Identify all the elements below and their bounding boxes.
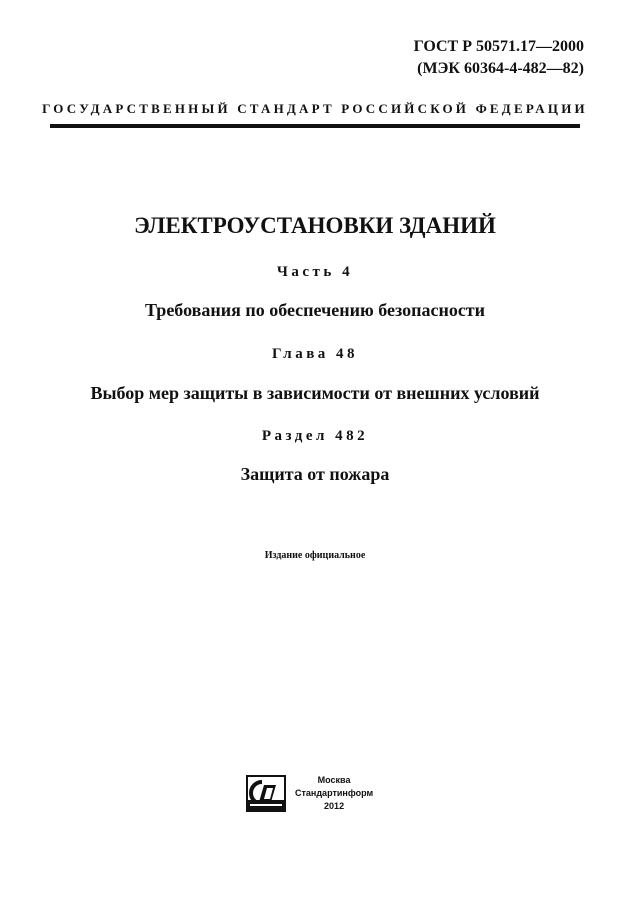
publication-year: 2012 xyxy=(324,801,345,811)
standartinform-logo-icon xyxy=(246,775,286,812)
part-title: Требования по обеспечению безопасности xyxy=(144,300,486,320)
iec-equivalent-number: (МЭК 60364-4-482—82) xyxy=(417,60,584,77)
header-divider xyxy=(50,124,580,128)
section-label: Раздел 482 xyxy=(261,428,369,444)
publisher-block xyxy=(246,774,373,813)
part-label: Часть 4 xyxy=(276,264,354,280)
chapter-label: Глава 48 xyxy=(271,346,359,362)
standard-code-block xyxy=(414,36,584,80)
standard-number: ГОСТ Р 50571.17—2000 xyxy=(413,38,584,55)
publisher-city: Москва xyxy=(317,775,351,785)
publisher-name: Стандартинформ xyxy=(295,788,374,798)
document-title: ЭЛЕКТРОУСТАНОВКИ ЗДАНИЙ xyxy=(134,213,496,238)
edition-note: Издание официальное xyxy=(264,550,366,561)
state-standard-heading: ГОСУДАРСТВЕННЫЙ СТАНДАРТ РОССИЙСКОЙ ФЕДЕРАЦИИ xyxy=(42,101,588,116)
section-title: Защита от пожара xyxy=(240,464,390,484)
chapter-title: Выбор мер защиты в зависимости от внешних условий xyxy=(90,383,540,403)
